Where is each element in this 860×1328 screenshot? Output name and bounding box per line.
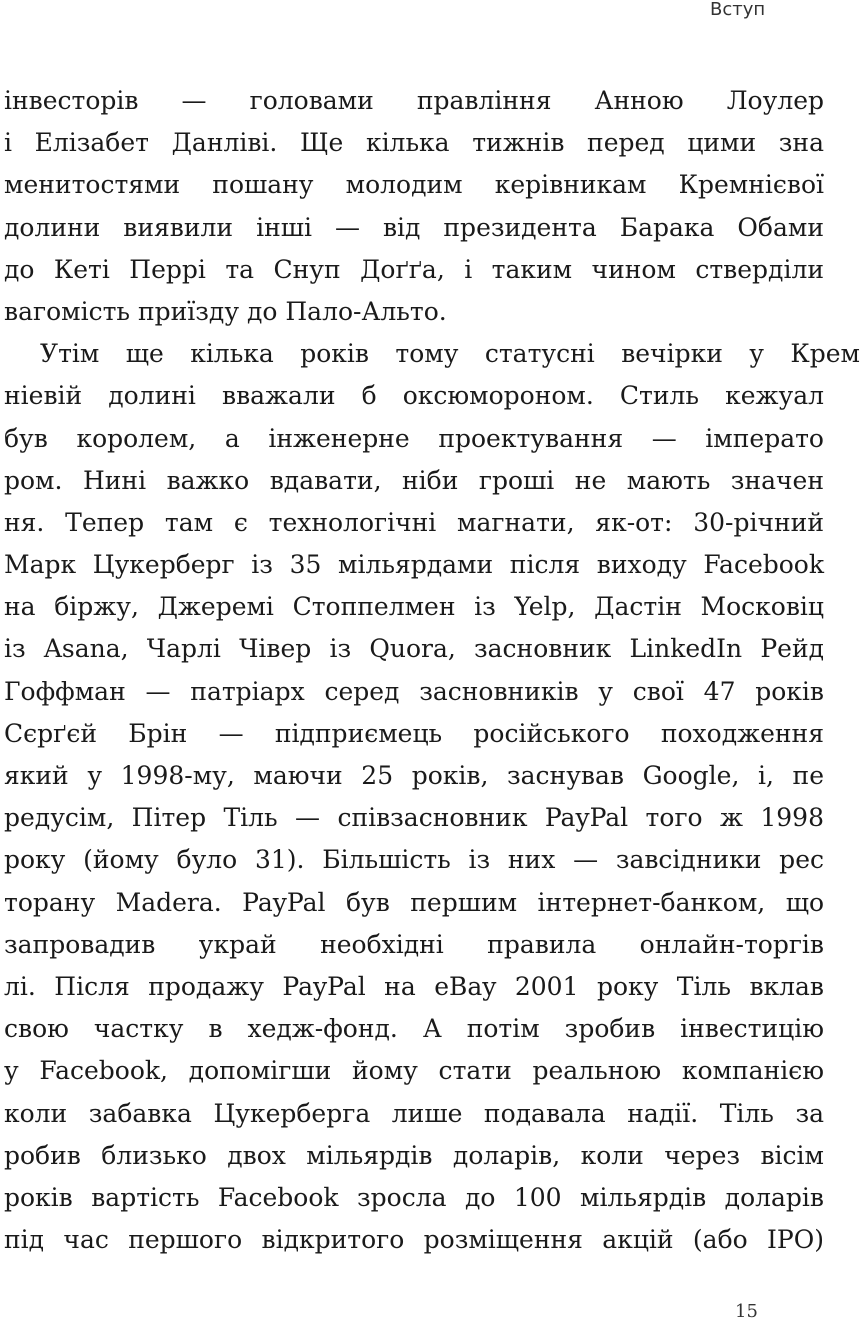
text-line: і Елізабет Данліві. Ще кілька тижнів перед цими зна bbox=[4, 128, 824, 158]
text-line: був королем, а інженерне проектування — імперато bbox=[4, 423, 824, 453]
text-line: інвесторів — головами правління Анною Лоулер bbox=[4, 86, 824, 115]
text-line: який у 1998-му, маючи 25 років, заснував Google, і, пе bbox=[4, 761, 824, 790]
text-line: коли забавка Цукерберга лише подавала надії. Тіль за bbox=[4, 1098, 824, 1128]
text-line: на біржу, Джеремі Стоппелмен із Yelp, Дастін Московіц bbox=[4, 592, 824, 622]
text-line: під час першого відкритого розміщення акцій (або IPO) bbox=[4, 1225, 824, 1255]
text-line: року (йому було 31). Більшість із них — завсідники рес bbox=[4, 845, 824, 875]
text-line-paragraph-end: вагомість приїзду до Пало-Альто. bbox=[4, 296, 447, 326]
text-line: до Кеті Перрі та Снуп Доґґа, і таким чином стверділи bbox=[4, 254, 824, 284]
text-line: років вартість Facebook зросла до 100 мільярдів доларів bbox=[4, 1182, 824, 1212]
text-line: із Asana, Чарлі Чівер із Quora, засновник LinkedIn Рейд bbox=[4, 634, 824, 664]
body-text bbox=[4, 80, 860, 1261]
text-line: ня. Тепер там є технологічні магнати, як-от: 30-річний bbox=[4, 507, 824, 537]
text-line: у Facebook, допомігши йому стати реальною компанією bbox=[4, 1056, 824, 1086]
text-line: торану Madera. PayPal був першим інтернет-банком, що bbox=[4, 887, 824, 917]
text-line: запровадив украй необхідні правила онлайн-торгів bbox=[4, 929, 824, 959]
text-line-paragraph-start: Утім ще кілька років тому статусні вечірки у Крем bbox=[40, 339, 860, 369]
page-number: 15 bbox=[735, 1301, 758, 1322]
text-line: Марк Цукерберг із 35 мільярдами після виходу Facebook bbox=[4, 550, 824, 580]
text-line: Сєрґєй Брін — підприємець російського походження bbox=[4, 718, 824, 748]
text-line: Гоффман — патріарх серед засновників у свої 47 років bbox=[4, 676, 824, 706]
running-head: Вступ bbox=[710, 0, 766, 20]
text-line: менитостями пошану молодим керівникам Кремнієвої bbox=[4, 170, 824, 200]
text-line: ром. Нині важко вдавати, ніби гроші не мають значен bbox=[4, 465, 824, 495]
text-line: ніевій долині вважали б оксюмороном. Стиль кежуал bbox=[4, 381, 824, 411]
text-line: робив близько двох мільярдів доларів, коли через вісім bbox=[4, 1140, 824, 1170]
text-line: свою частку в хедж-фонд. А потім зробив інвестицію bbox=[4, 1014, 824, 1044]
text-line: долини виявили інші — від президента Барака Обами bbox=[4, 212, 824, 242]
text-line: лі. Після продажу PayPal на eBay 2001 року Тіль вклав bbox=[4, 971, 824, 1001]
text-line: редусім, Пітер Тіль — співзасновник PayPal того ж 1998 bbox=[4, 803, 824, 833]
